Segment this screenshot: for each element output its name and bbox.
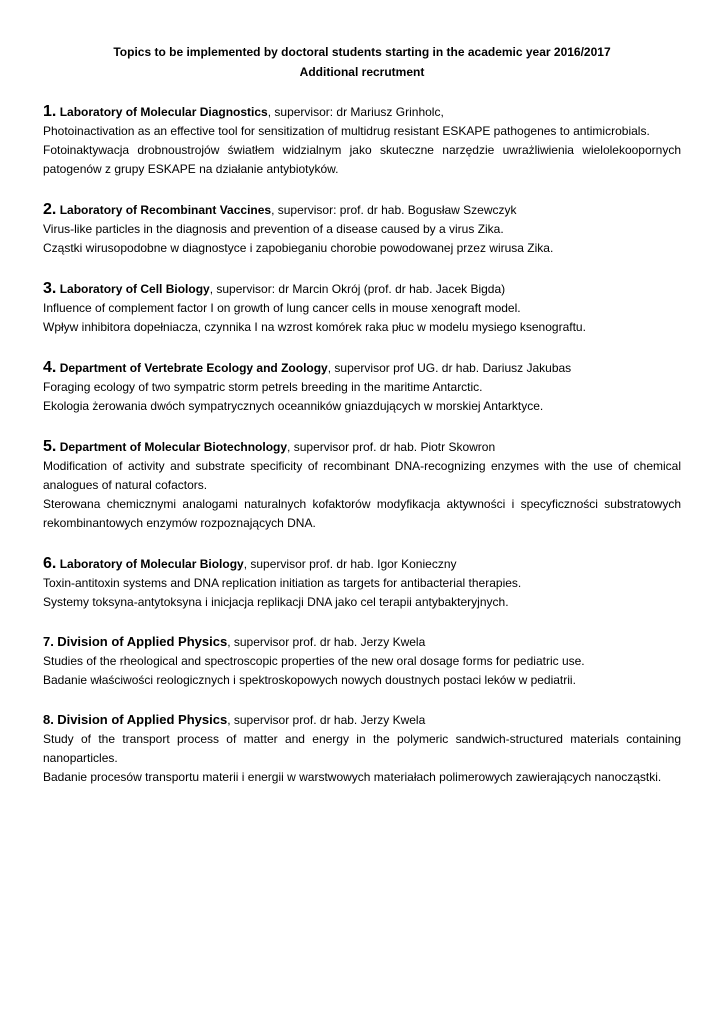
- topic-supervisor: , supervisor prof. dr hab. Jerzy Kwela: [227, 713, 426, 727]
- topic-heading: [43, 279, 681, 299]
- topic-unit: Laboratory of Molecular Biology: [59, 557, 244, 571]
- topic-number: 2.: [43, 201, 57, 218]
- topic-unit: Department of Molecular Biotechnology: [59, 440, 288, 454]
- topic-unit: Laboratory of Cell Biology: [59, 282, 210, 296]
- topic-1: [43, 102, 681, 179]
- topic-7: [43, 632, 681, 690]
- topic-heading: [43, 632, 681, 652]
- topic-unit: Laboratory of Recombinant Vaccines: [59, 203, 272, 217]
- topic-unit: Division of Applied Physics: [57, 712, 228, 727]
- topic-title-en: Study of the transport process of matter and energy in the polymeric sandwich-structured materials containing nanoparticles.: [43, 732, 681, 765]
- document-title: Topics to be implemented by doctoral students starting in the academic year 2016/2017: [113, 45, 611, 59]
- topic-2: [43, 200, 681, 258]
- topic-heading: [43, 437, 681, 457]
- topic-title-pl: Badanie właściwości reologicznych i spektroskopowych nowych doustnych postaci leków w pediatrii.: [43, 673, 576, 687]
- document-subtitle: Additional recrutment: [299, 65, 425, 79]
- topic-heading: [43, 358, 681, 378]
- topic-supervisor: , supervisor: dr Mariusz Grinholc,: [267, 105, 444, 119]
- document-header: [43, 42, 681, 82]
- topic-8: [43, 710, 681, 787]
- topic-title-en: Modification of activity and substrate specificity of recombinant DNA-recognizing enzymes with the use of chemical analogues of natural cofactors.: [43, 459, 681, 492]
- topic-supervisor: , supervisor: prof. dr hab. Bogusław Szewczyk: [271, 203, 517, 217]
- topic-number: 7.: [43, 634, 54, 649]
- topic-title-pl: Cząstki wirusopodobne w diagnostyce i zapobieganiu chorobie powodowanej przez wirusa Zika.: [43, 241, 554, 255]
- topic-title-pl: Systemy toksyna-antytoksyna i inicjacja replikacji DNA jako cel terapii antybakteryjnych.: [43, 595, 509, 609]
- topic-3: [43, 279, 681, 337]
- topic-title-en: Foraging ecology of two sympatric storm petrels breeding in the maritime Antarctic.: [43, 380, 483, 394]
- topic-number: 1.: [43, 103, 57, 120]
- topic-heading: [43, 200, 681, 220]
- topic-title-pl: Ekologia żerowania dwóch sympatrycznych oceanników gniazdujących w morskiej Antarktyce.: [43, 399, 544, 413]
- topic-title-en: Photoinactivation as an effective tool for sensitization of multidrug resistant ESKAPE pathogenes to antimicrobials.: [43, 124, 650, 138]
- topic-6: [43, 554, 681, 612]
- topic-number: 3.: [43, 280, 57, 297]
- topic-heading: [43, 102, 681, 122]
- topic-number: 6.: [43, 555, 57, 572]
- topic-number: 8.: [43, 712, 54, 727]
- topic-4: [43, 358, 681, 416]
- topic-supervisor: , supervisor prof. dr hab. Piotr Skowron: [287, 440, 496, 454]
- topic-supervisor: , supervisor: dr Marcin Okrój (prof. dr hab. Jacek Bigda): [209, 282, 506, 296]
- topic-supervisor: , supervisor prof. dr hab. Jerzy Kwela: [227, 635, 426, 649]
- topic-number: 4.: [43, 359, 57, 376]
- topic-supervisor: , supervisor prof. dr hab. Igor Konieczny: [243, 557, 457, 571]
- topic-title-pl: Wpływ inhibitora dopełniacza, czynnika I na wzrost komórek raka płuc w modelu mysiego ksenograftu.: [43, 320, 586, 334]
- topic-unit: Division of Applied Physics: [57, 634, 228, 649]
- topic-title-en: Studies of the rheological and spectroscopic properties of the new oral dosage forms for pediatric use.: [43, 654, 585, 668]
- topic-supervisor: , supervisor prof UG. dr hab. Dariusz Jakubas: [327, 361, 572, 375]
- topic-title-pl: Sterowana chemicznymi analogami naturalnych kofaktorów modyfikacja aktywności i specyficzności substratowych rekombinantowych enzymów rozpoznających DNA.: [43, 497, 681, 530]
- topic-heading: [43, 710, 681, 730]
- topic-number: 5.: [43, 438, 57, 455]
- topic-title-en: Virus-like particles in the diagnosis and prevention of a disease caused by a virus Zika.: [43, 222, 504, 236]
- topic-5: [43, 437, 681, 533]
- topic-unit: Department of Vertebrate Ecology and Zoology: [59, 361, 328, 375]
- topic-title-pl: Fotoinaktywacja drobnoustrojów światłem widzialnym jako skuteczne narzędzie uwrażliwienia wielolekoopornych patogenów z grupy ESKAPE na działanie antybiotyków.: [43, 143, 681, 176]
- topic-unit: Laboratory of Molecular Diagnostics: [59, 105, 268, 119]
- topic-title-pl: Badanie procesów transportu materii i energii w warstwowych materiałach polimerowych zawierających nanocząstki.: [43, 770, 662, 784]
- topic-heading: [43, 554, 681, 574]
- topic-title-en: Toxin-antitoxin systems and DNA replication initiation as targets for antibacterial therapies.: [43, 576, 522, 590]
- topic-title-en: Influence of complement factor I on growth of lung cancer cells in mouse xenograft model.: [43, 301, 521, 315]
